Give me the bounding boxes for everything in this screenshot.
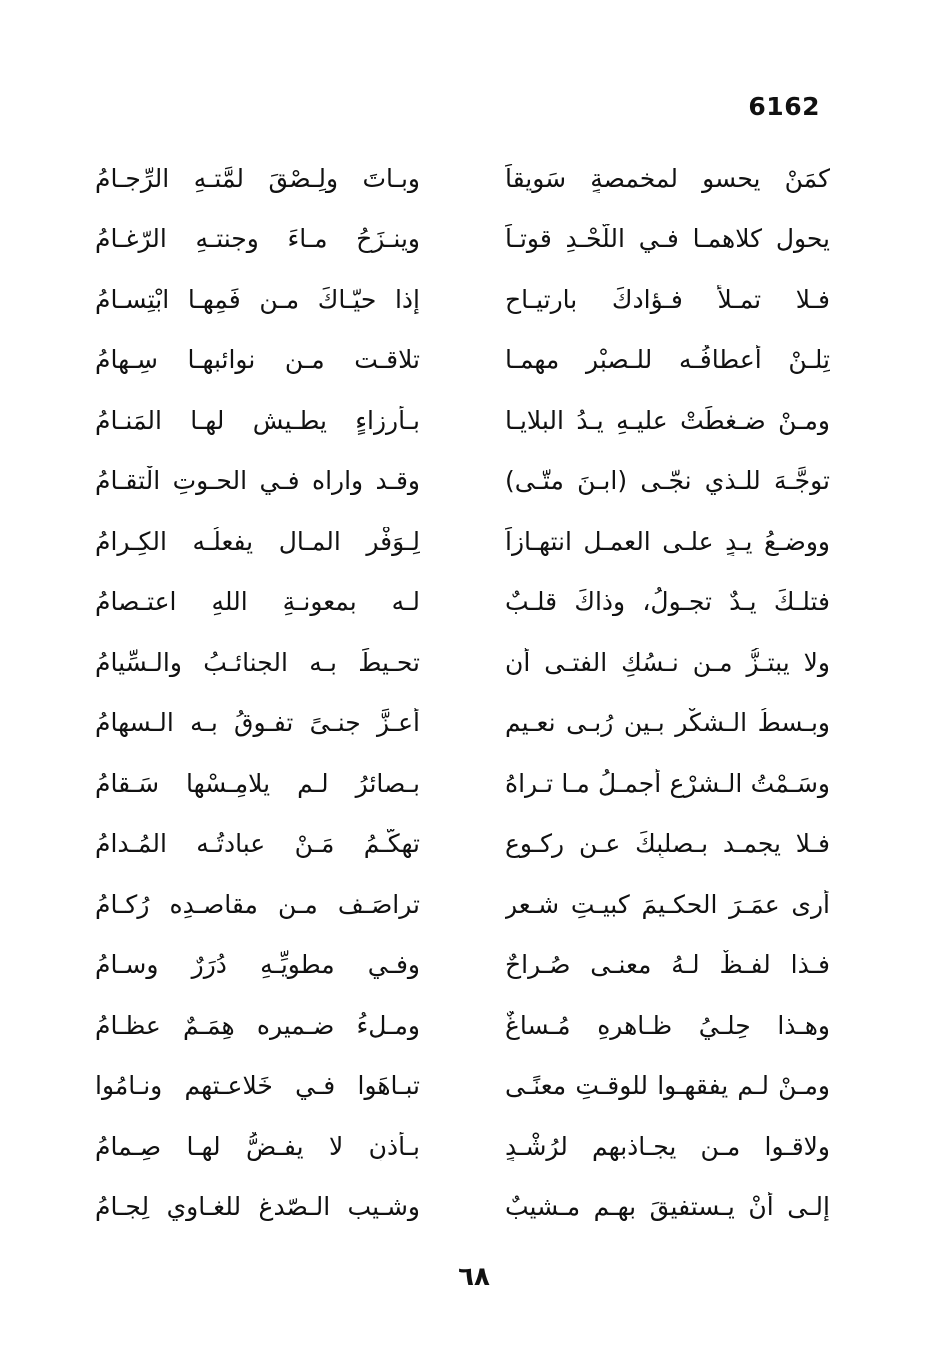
verse-first-hemistich: توجَّـهَ للـذي نجّـى (ابـنَ متّـى) (505, 466, 830, 496)
verse-first-hemistich: ومـنْ ضـغطَتْ عليـهِ يـدُ البلايـا (505, 405, 830, 435)
verse-second-hemistich: بـأذنٍ لا يفـضُّ لهـا صِـمامُ (95, 1131, 420, 1161)
page-number: ٦٨ (458, 1262, 490, 1292)
verse-row (95, 209, 830, 270)
verse-first-hemistich: وهـذا حِلـيُ ظـاهرِهِ مُـساغٌ (505, 1010, 830, 1040)
verse-first-hemistich: فتلـكَ يـدٌ تجـولُ، وذاكَ قلـبٌ (505, 587, 830, 617)
verse-first-hemistich: فـلا تمـلأْ فـؤادكَ بارتيـاحِ (505, 284, 830, 314)
verse-row (95, 814, 830, 875)
verse-first-hemistich: أرى عمَـرَ الحكـيمَ كبيـتِ شـعرٍ (505, 889, 830, 919)
verse-first-hemistich: ووضـعُ يـدٍ علـى العمـلِ انتهـازاً (505, 526, 830, 556)
verse-second-hemistich: تلاقـت مـن نوائبهـا سِـهامُ (95, 345, 420, 375)
verse-first-hemistich: يحول كلاهمـا فـي اللَّحْـدِ قوتـاً (505, 224, 830, 254)
verse-first-hemistich: ولاقـوا مـن يجـاذبهم لرُشْـدٍ (505, 1131, 830, 1161)
verse-row (95, 632, 830, 693)
verse-second-hemistich: إذا حيّـاكَ مـن فَمِهـا ابْتِسـامُ (95, 284, 420, 314)
verse-first-hemistich: ولا يبتـزُّ مـن نـسُكِ الفتـى أن (505, 647, 830, 677)
verse-row (95, 330, 830, 391)
verse-row (95, 753, 830, 814)
verse-row (95, 995, 830, 1056)
verse-second-hemistich: وينـزَحُ مـاءَ وجنتـهِ الرّغـامُ (95, 224, 420, 254)
verse-first-hemistich: كمَنْ يحسو لمخمصةٍ سَويقاً (505, 163, 830, 193)
verse-second-hemistich: ومـلءُ ضـميره هِمَـمٌ عظـامُ (95, 1010, 420, 1040)
verse-second-hemistich: وقـد واراه فـي الحـوتِ الْتقـامُ (95, 466, 420, 496)
verse-second-hemistich: لـه بمعونـةِ اللهِ اعتـصامُ (95, 587, 420, 617)
verse-row (95, 1056, 830, 1117)
verse-first-hemistich: إلـى أنْ يـستفيقَ بهـم مـشيبٌ (505, 1192, 830, 1222)
verse-row (95, 511, 830, 572)
poem-body (95, 148, 830, 1237)
verse-first-hemistich: تِلـنْ أعطافُـه للـصبْرِ مهمـا (505, 345, 830, 375)
verse-second-hemistich: تراصَـف مـن مقاصـدِه رُكـامُ (95, 889, 420, 919)
verse-second-hemistich: تحـيطَ بـه الجنائـبُ والـسِّيامُ (95, 647, 420, 677)
verse-second-hemistich: لِـوَفْرِ المـالِ يفعلُـه الكِـرامُ (95, 526, 420, 556)
verse-first-hemistich: ومـنْ لـم يفقهـوا للوقـتِ معنًـى (505, 1071, 830, 1101)
verse-second-hemistich: وشـيب الـصّدغ للغـاوي لِجـامُ (95, 1192, 420, 1222)
verse-second-hemistich: بـصائرُ لـم يلامِـسْها سَـقامُ (95, 768, 420, 798)
verse-row (95, 148, 830, 209)
verse-row (95, 935, 830, 996)
verse-first-hemistich: فـذا لفـظٌ لـهُ معنـى صُـراحٌ (505, 950, 830, 980)
verse-second-hemistich: بـأرزاءٍ يطـيش لهـا المَنـامُ (95, 405, 420, 435)
verse-second-hemistich: تهكّـمُ مَـنْ عبادتُـه المُـدامُ (95, 829, 420, 859)
verse-row (95, 1116, 830, 1177)
verse-first-hemistich: وسَـمْتُ الـشرْعِ أجمـلُ مـا تـراهُ (505, 768, 830, 798)
verse-row (95, 693, 830, 754)
verse-second-hemistich: تبـاهَوا فـي خَلاعـتهم ونـامُوا (95, 1071, 420, 1101)
verse-row (95, 390, 830, 451)
verse-row (95, 572, 830, 633)
verse-row (95, 269, 830, 330)
verse-first-hemistich: وبـسطُ الـشكْرِ بـين رُبـى نعـيمٍ (505, 708, 830, 738)
verse-second-hemistich: وبـاتَ ولِـصْقَ لمَّتـهِ الرِّجـامُ (95, 163, 420, 193)
document-id: 6162 (748, 92, 820, 121)
verse-row (95, 451, 830, 512)
verse-first-hemistich: فـلا يجمـد بـصلبِكَ عـن ركـوعٍ (505, 829, 830, 859)
verse-second-hemistich: وفـي مطويِّـهِ دُرَرٌ وِسـامُ (95, 950, 420, 980)
verse-second-hemistich: أعـزَّ جنـىً تفـوقُ بـه الـسهامُ (95, 708, 420, 738)
verse-row (95, 874, 830, 935)
verse-row (95, 1177, 830, 1238)
